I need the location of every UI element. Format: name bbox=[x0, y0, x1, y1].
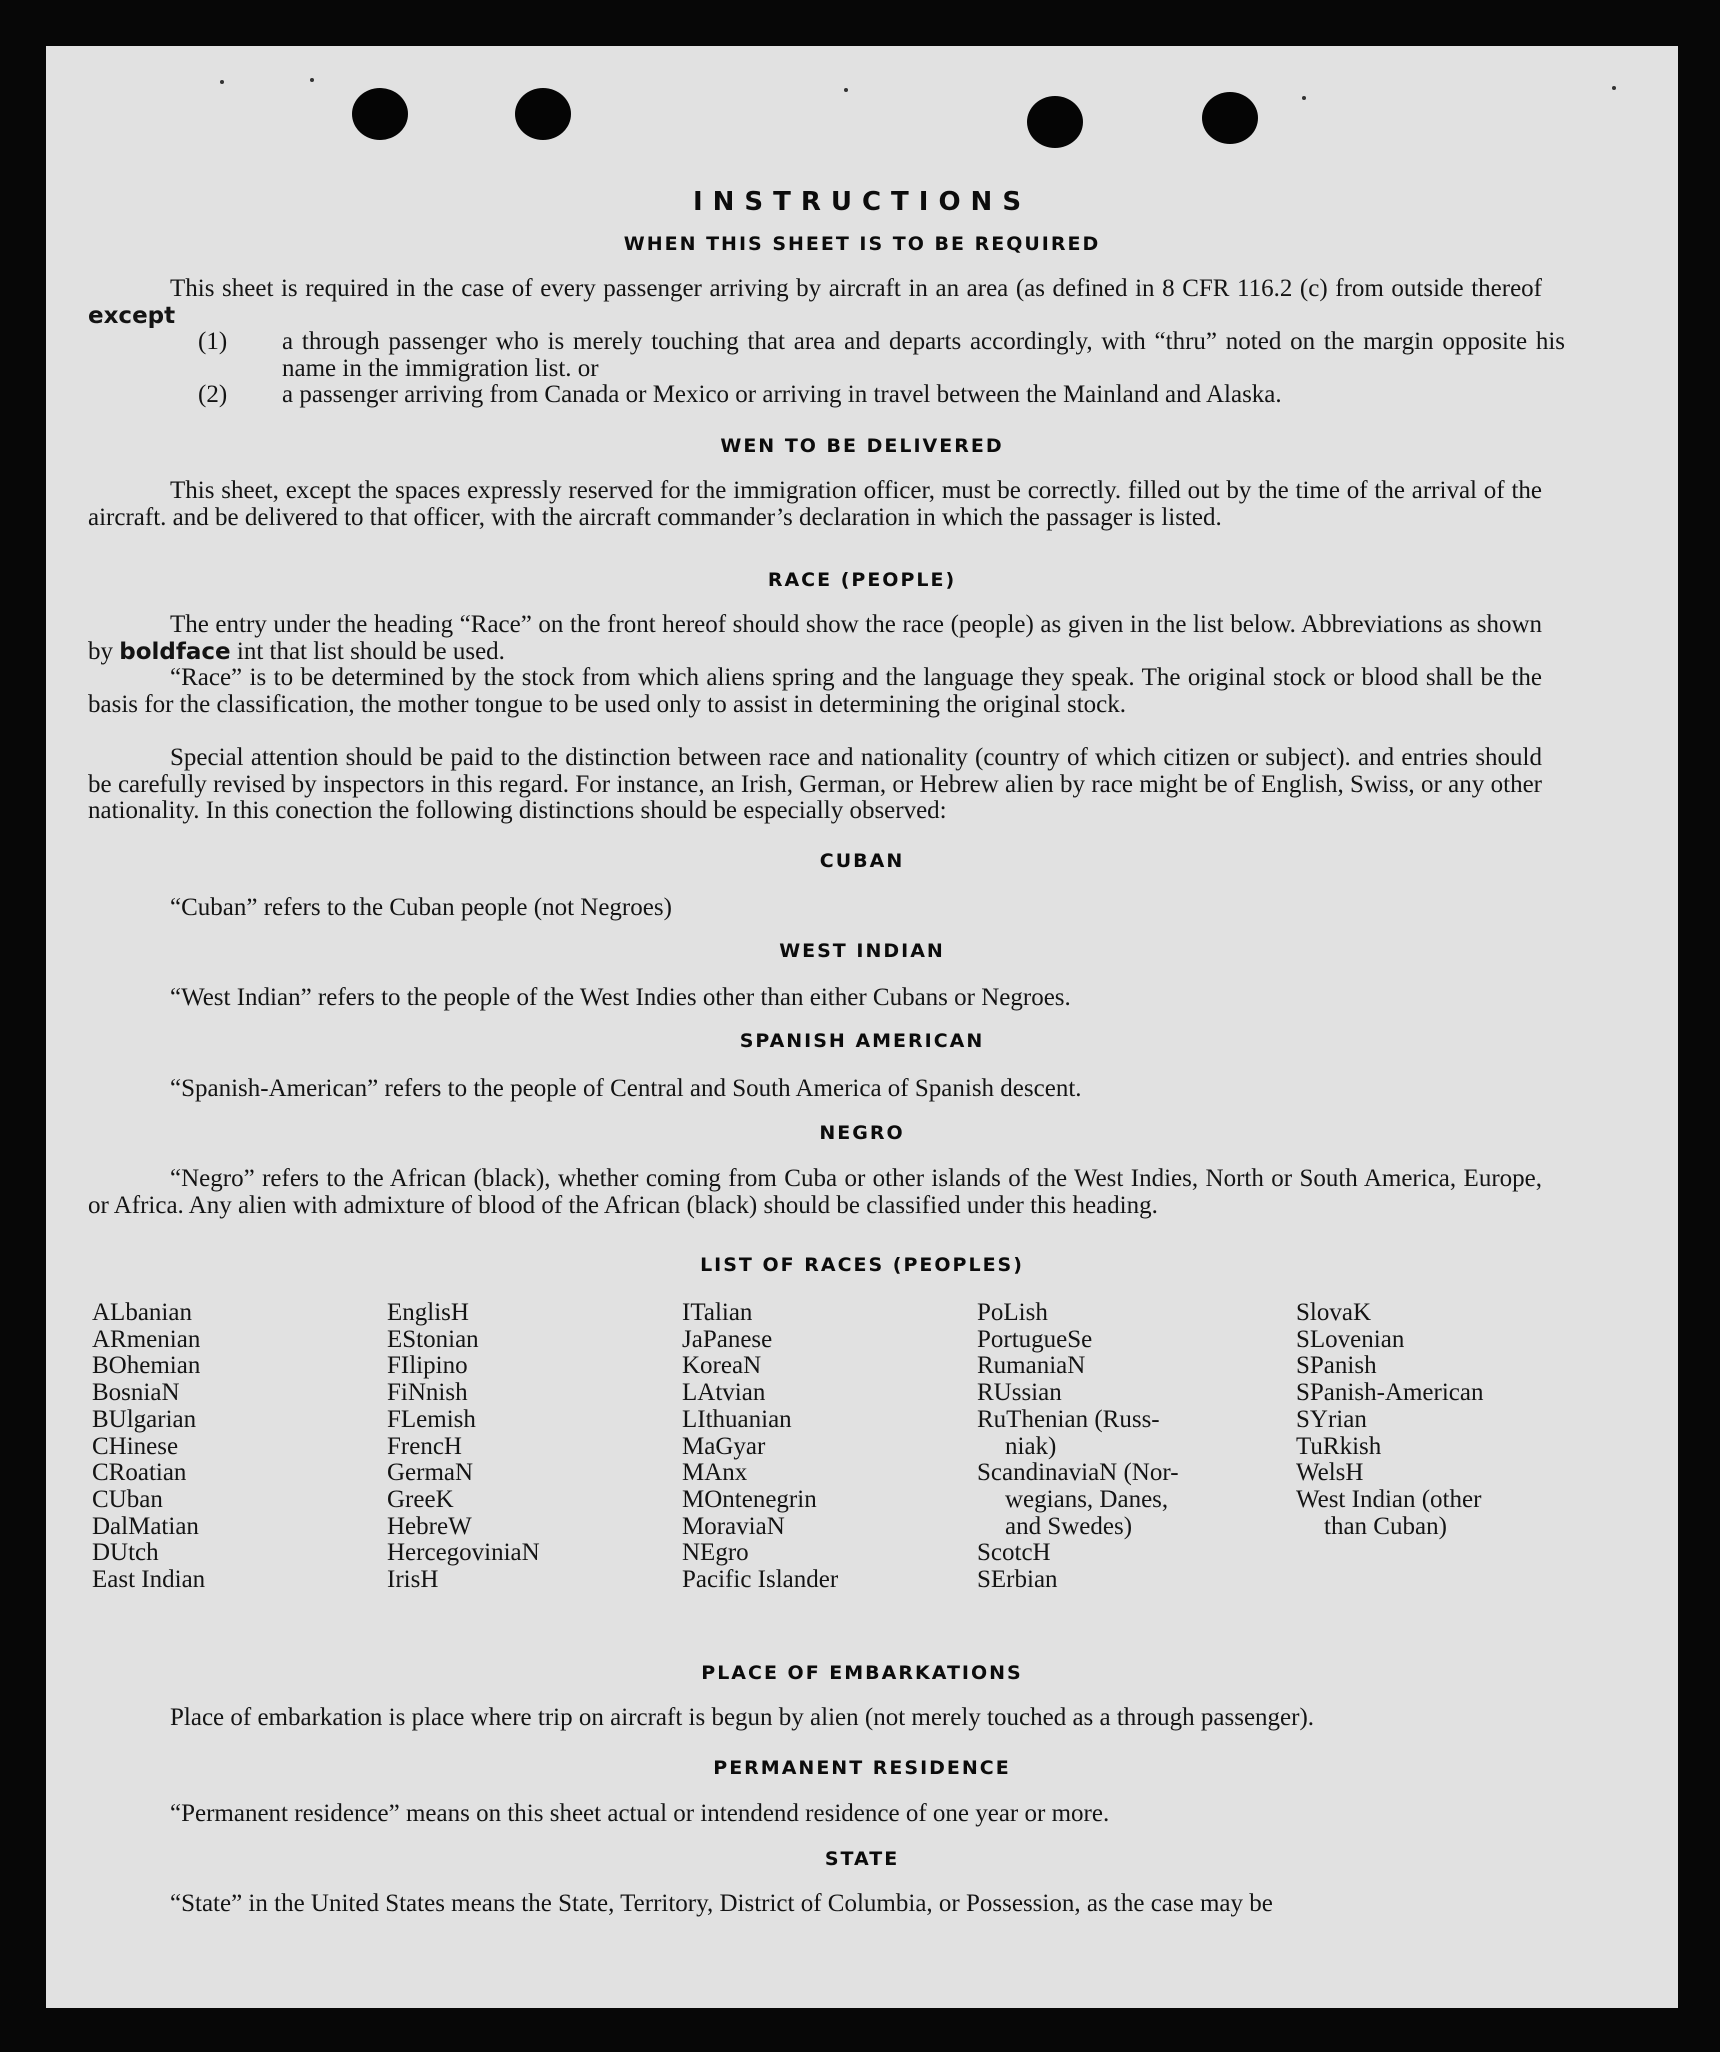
race-entry-continued: and Swedes) bbox=[1005, 1512, 1133, 1540]
race-entry: SErbian bbox=[977, 1566, 1058, 1594]
document-page: INSTRUCTIONS WHEN THIS SHEET IS TO BE REQUIRED This sheet is required in the case of every passenger arriving by aircraft in an area (as defined in 8 CFR 116.2 (c) from outside thereof except (1) a through passenger who is merely touching that area and departs accordingly, with “thru” noted on the margin opposite his name in the immigration list. or (2) a passenger arriving from Canada or Mexico or arriving in travel between the Mainland and Alaska. WEN TO BE DELIVERED This sheet, except the spaces expressly reserved for the immigration officer, must be correctly. filled out by the time of the arrival of the aircraft. and be delivered to that officer, with the aircraft commander’s declaration in which the passager is listed. RACE (PEOPLE) The entry under the heading “Race” on the front hereof should show the race (people) as given in the list below. Abbreviations as shown by boldface int that list should be used. “Race” is to be determined by the stock from which aliens spring and the language they speak. The original stock or blood shall be the basis for the classification, the mother tongue to be used only to assist in determining the original stock. Special attention should be paid to the distinction between race and nationality (country of which citizen or subject). and entries should be carefully revised by inspectors in this regard. For instance, an Irish, German, or Hebrew alien by race might be of English, Swiss, or any other nationality. In this conection the following distinctions should be especially observed: CUBAN “Cuban” refers to the Cuban people (not Negroes) WEST INDIAN “West Indian” refers to the people of the West Indies other than either Cubans or Negroes. SPANISH AMERICAN “Spanish-American” refers to the people of Central and South America of Spanish descent. NEGRO “Negro” refers to the African (black), whether coming from Cuba or other islands of the West Indies, North or South America, Europe, or Africa. Any alien with admixture of blood of the African (black) should be classified under this heading. LIST OF RACES (PEOPLES) ALbanian ARmenian BOhemian BosniaN BUlgarian CHinese CRoatian CUban DalMatian DUtch East Indian EnglisH EStonian FIlipino FiNnish FLemish FrencH GermaN GreeK HebreW HercegoviniaN IrisH ITalian JaPanese KoreaN LAtvian LIthuanian MaGyar MAnx MOntenegrin MoraviaN NEgro Pacific Islander PoLish PortugueSe RumaniaN RUssian RuThenian (Russ- niak) ScandinaviaN (Nor- wegians, Danes, and Swedes) ScotcH SErbian SlovaK SLovenian SPanish SPanish-American SYrian TuRkish WelsH West Indian (other than Cuban) PLACE OF EMBARKATIONS Place of embarkation is place where trip on aircraft is begun by alien (not merely touched as a through passenger). PERMANENT RESIDENCE “Permanent residence” means on this sheet actual or intendend residence of one year or more. STATE “State” in the United States means the State, Territory, District of Columbia, or Possession, as the case may be bbox=[46, 46, 1678, 2008]
race-entry: RuThenian (Russ- bbox=[977, 1405, 1160, 1433]
race-entry: BUlgarian bbox=[92, 1405, 197, 1433]
dust-speck bbox=[220, 80, 224, 84]
race-entry: Pacific Islander bbox=[682, 1566, 839, 1594]
race-entry: SPanish bbox=[1296, 1352, 1377, 1380]
race-entry: BosniaN bbox=[92, 1379, 180, 1407]
race-entry: HercegoviniaN bbox=[387, 1539, 540, 1567]
race-entry: SlovaK bbox=[1296, 1299, 1371, 1326]
section-heading-when-required: WHEN THIS SHEET IS TO BE REQUIRED bbox=[623, 233, 1101, 255]
races-column-5 bbox=[1296, 1300, 1483, 1540]
race-entry: SLovenian bbox=[1296, 1325, 1405, 1353]
race-entry: FIlipino bbox=[387, 1352, 468, 1380]
race-entry: MaGyar bbox=[682, 1432, 766, 1460]
race-entry: RumaniaN bbox=[977, 1352, 1086, 1380]
race-entry: WelsH bbox=[1296, 1459, 1364, 1487]
dust-speck bbox=[310, 78, 314, 82]
race-entry: MOntenegrin bbox=[682, 1485, 817, 1513]
race-entry: FrencH bbox=[387, 1432, 462, 1460]
races-column-2 bbox=[387, 1300, 540, 1594]
race-entry: FiNnish bbox=[387, 1379, 468, 1407]
race-entry: ARmenian bbox=[92, 1325, 201, 1353]
race-entry: PortugueSe bbox=[977, 1325, 1093, 1353]
race-entry: ScotcH bbox=[977, 1539, 1051, 1567]
when-delivered-text: This sheet, except the spaces expressly reserved for the immigration officer, must be correctly. filled out by the time of the arrival of the aircraft. and be delivered to that officer, with the aircraft commander’s declaration in which the passager is listed. bbox=[88, 477, 1542, 531]
cuban-text: “Cuban” refers to the Cuban people (not Negroes) bbox=[170, 894, 672, 921]
race-entry: ScandinaviaN (Nor- bbox=[977, 1459, 1179, 1487]
west-indian-text: “West Indian” refers to the people of the West Indies other than either Cubans or Negroes. bbox=[170, 984, 1071, 1011]
punch-hole bbox=[1027, 96, 1083, 148]
race-entry: RUssian bbox=[977, 1379, 1062, 1407]
section-heading-embarkation: PLACE OF EMBARKATIONS bbox=[701, 1662, 1023, 1684]
race-entry: SYrian bbox=[1296, 1405, 1367, 1433]
race-entry-continued: niak) bbox=[1005, 1432, 1057, 1460]
race-entry: EnglisH bbox=[387, 1299, 469, 1326]
except-emphasis: except bbox=[88, 302, 176, 329]
section-heading-cuban: CUBAN bbox=[819, 850, 905, 872]
races-column-3 bbox=[682, 1300, 838, 1594]
dust-speck bbox=[844, 88, 848, 92]
race-entry: ALbanian bbox=[92, 1299, 192, 1326]
when-required-intro bbox=[88, 276, 1542, 329]
race-entry: FLemish bbox=[387, 1405, 476, 1433]
race-entry: KoreaN bbox=[682, 1352, 762, 1380]
race-entry: DUtch bbox=[92, 1539, 159, 1567]
race-entry: GreeK bbox=[387, 1485, 454, 1513]
dust-speck bbox=[1302, 96, 1306, 100]
race-entry: LAtvian bbox=[682, 1379, 766, 1407]
section-heading-negro: NEGRO bbox=[819, 1122, 905, 1144]
race-entry: IrisH bbox=[387, 1566, 439, 1594]
race-entry: BOhemian bbox=[92, 1352, 201, 1380]
punch-hole bbox=[515, 88, 571, 140]
races-column-4 bbox=[977, 1300, 1179, 1594]
race-entry: JaPanese bbox=[682, 1325, 773, 1353]
embarkation-text: Place of embarkation is place where trip on aircraft is begun by alien (not merely touched as a through passenger). bbox=[170, 1704, 1315, 1731]
race-entry-continued: wegians, Danes, bbox=[1005, 1485, 1169, 1513]
section-heading-race: RACE (PEOPLE) bbox=[767, 569, 957, 591]
race-paragraph-3: Special attention should be paid to the distinction between race and nationality (country of which citizen or subject). and entries should be carefully revised by inspectors in this regard. For instance, an Irish, German, or Hebrew alien by race might be of English, Swiss, or any other nationality. In this conection the following distinctions should be especially observed: bbox=[88, 744, 1542, 824]
race-entry: ITalian bbox=[682, 1299, 753, 1326]
permanent-residence-text: “Permanent residence” means on this sheet actual or intendend residence of one year or more. bbox=[170, 1800, 1110, 1827]
race-entry: MoraviaN bbox=[682, 1512, 785, 1540]
race-entry: East Indian bbox=[92, 1566, 206, 1594]
race-entry: MAnx bbox=[682, 1459, 748, 1487]
race-entry: EStonian bbox=[387, 1325, 479, 1353]
race-entry: West Indian (other bbox=[1296, 1485, 1482, 1513]
race-paragraph-2: “Race” is to be determined by the stock from which aliens spring and the language they speak. The original stock or blood shall be the basis for the classification, the mother tongue to be used only to assist in determining the original stock. bbox=[88, 664, 1542, 718]
race-entry: CRoatian bbox=[92, 1459, 187, 1487]
spanish-american-text: “Spanish-American” refers to the people of Central and South America of Spanish descent. bbox=[170, 1075, 1082, 1102]
negro-text: “Negro” refers to the African (black), whether coming from Cuba or other islands of the West Indies, North or South America, Europe, or Africa. Any alien with admixture of blood of the African (black) should be classified under this heading. bbox=[88, 1165, 1542, 1219]
punch-hole bbox=[1202, 92, 1258, 144]
section-heading-west-indian: WEST INDIAN bbox=[779, 940, 945, 962]
race-entry-continued: than Cuban) bbox=[1324, 1512, 1447, 1540]
boldface-word: boldface bbox=[119, 638, 231, 665]
race-entry: DalMatian bbox=[92, 1512, 199, 1540]
race-entry: NEgro bbox=[682, 1539, 749, 1567]
race-entry: TuRkish bbox=[1296, 1432, 1382, 1460]
section-heading-spanish-american: SPANISH AMERICAN bbox=[739, 1030, 985, 1052]
section-heading-permanent-residence: PERMANENT RESIDENCE bbox=[713, 1757, 1011, 1779]
section-heading-state: STATE bbox=[824, 1848, 900, 1870]
race-entry: LIthuanian bbox=[682, 1405, 792, 1433]
races-column-1 bbox=[92, 1300, 205, 1594]
state-text: “State” in the United States means the State, Territory, District of Columbia, or Possession, as the case may be bbox=[170, 1890, 1273, 1917]
race-entry: CHinese bbox=[92, 1432, 179, 1460]
race-entry: GermaN bbox=[387, 1459, 474, 1487]
intro-text: This sheet is required in the case of every passenger arriving by aircraft in an area (as defined in 8 CFR 116.2 (c) from outside thereof bbox=[170, 275, 1542, 302]
section-heading-when-delivered: WEN TO BE DELIVERED bbox=[720, 435, 1004, 457]
page-title: INSTRUCTIONS bbox=[692, 187, 1032, 217]
race-entry: PoLish bbox=[977, 1299, 1048, 1326]
race-entry: CUban bbox=[92, 1485, 163, 1513]
race-entry: SPanish-American bbox=[1296, 1379, 1484, 1407]
punch-hole bbox=[352, 88, 408, 140]
dust-speck bbox=[1612, 86, 1616, 90]
race-paragraph-1: The entry under the heading “Race” on the front hereof should show the race (people) as given in the list below. Abbreviations as shown by boldface int that list should be used. bbox=[88, 611, 1542, 665]
race-entry: HebreW bbox=[387, 1512, 472, 1540]
section-heading-list-of-races: LIST OF RACES (PEOPLES) bbox=[700, 1254, 1024, 1276]
